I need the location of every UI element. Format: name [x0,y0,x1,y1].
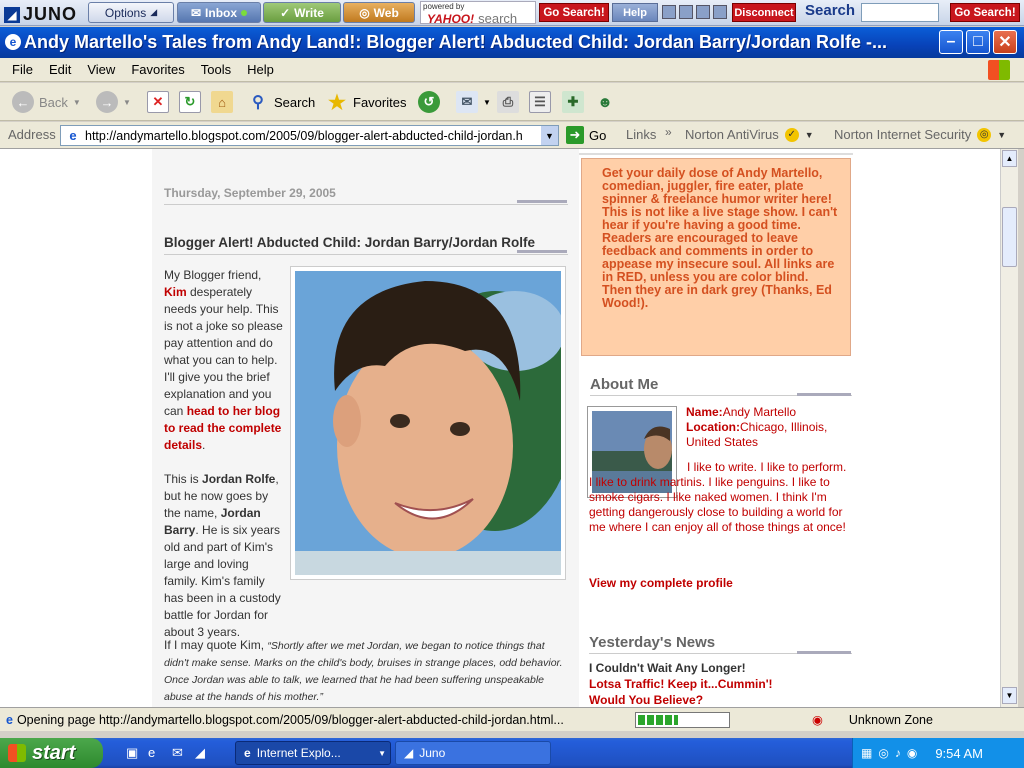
clock[interactable]: 9:54 AM [935,745,984,761]
discuss-icon: ✚ [562,91,584,113]
juno-logo-icon: ◢ [4,7,20,23]
forward-button[interactable] [96,89,131,115]
mail-button[interactable] [456,89,491,115]
promo-box: Get your daily dose of Andy Martello, comedian, juggler, fire eater, plate spinner & freelance humor writer here! This is not like a live stage show. I can't hear if you're having a good time. Readers are encouraged to leave feedback and comments in order to appease my insecure soul. All links are in RED, unless you are color blind. Then they are in dark grey (Thanks, Ed Wood!). [581,158,851,356]
history-button[interactable] [418,89,440,115]
start-button[interactable]: start [0,738,103,768]
back-arrow-icon: ← [12,91,34,113]
news-item[interactable]: Would You Believe? [589,693,704,707]
promo-top-rule [579,153,853,155]
title-rule [517,250,567,253]
vertical-scrollbar[interactable] [1000,149,1018,707]
web-button[interactable]: ◎ Web [343,2,415,23]
tray-network-icon[interactable]: ▦ [861,746,873,760]
search-label: Search [805,2,856,19]
tray-norton-icon[interactable]: ◎ [878,746,889,760]
news-item[interactable]: I Couldn't Wait Any Longer! [589,661,746,675]
ie-quicklaunch-icon[interactable]: e [148,745,156,760]
print-button[interactable] [497,89,519,115]
mail-icon: ✉ [456,91,478,113]
chevron-icon: ◢ [150,7,158,17]
stop-icon: ✕ [147,91,169,113]
jordan-photo [290,266,566,580]
edit-button[interactable] [529,89,551,115]
globe-icon: ◎ [359,5,370,20]
back-button[interactable]: ← Back ▼ [12,89,81,115]
home-icon: ⌂ [211,91,233,113]
refresh-button[interactable] [179,89,201,115]
forward-arrow-icon: → [96,91,118,113]
taskbar-juno-button[interactable]: ◢ Juno [395,741,551,765]
news-rule [797,651,851,654]
norton-antivirus-button[interactable]: Norton AntiVirus ✓ ▼ [685,127,814,142]
menu-tools[interactable]: Tools [200,62,232,77]
outlook-quicklaunch-icon[interactable]: ✉ [172,745,183,760]
dropdown-icon: ▼ [378,748,386,758]
juno-logo: ◢ JUNO [4,4,77,25]
news-item[interactable]: Lotsa Traffic! Keep it...Cummin'! [589,677,773,691]
go-button[interactable]: ➜ Go [566,126,606,144]
page-loading-icon: e [6,712,13,727]
news-list [589,660,773,707]
status-bar [0,707,1024,731]
norton-is-icon: ◎ [977,128,991,142]
links-label[interactable]: Links [626,127,657,142]
yesterdays-news-header: Yesterday's News [589,634,852,654]
status-dot-icon [241,10,247,16]
address-bar [0,122,1024,149]
menu-favorites[interactable]: Favorites [131,62,185,77]
pen-icon: ✓ [280,5,291,20]
minimize-button[interactable]: – [939,30,963,54]
address-input[interactable]: e http://andymartello.blogspot.com/2005/09/blogger-alert-abducted-child-jordan.h ▼ [60,125,559,146]
about-rule [797,393,851,396]
kim-link[interactable]: Kim [164,285,187,299]
about-me-header: About Me [590,376,852,396]
sidebar [579,149,855,707]
juno-toolbar [0,0,1024,26]
tray-volume-icon[interactable]: ♪ [894,746,901,760]
ie-icon: e [5,34,21,50]
status-text: Opening page http://andymartello.blogspot.com/2005/09/blogger-alert-abducted-child-jordan.html... [16,712,564,727]
windows-flag-icon [8,744,26,762]
menu-view[interactable]: View [87,62,116,77]
juno-quicklaunch-icon[interactable]: ◢ [195,745,205,760]
show-desktop-icon[interactable]: ▣ [126,745,139,760]
go-search-button[interactable]: Go Search! [539,3,609,22]
history-icon: ↺ [418,91,440,113]
page-viewport [0,149,1000,707]
scroll-down-icon[interactable]: ▼ [1002,687,1017,704]
date-rule [517,200,567,203]
magnifier-icon: ⚲ [252,94,264,111]
dropdown-icon: ▼ [804,129,814,140]
date-header: Thursday, September 29, 2005 [164,186,568,205]
profile-details: Name:Andy Martello Location:Chicago, Illinois, United States [686,405,828,449]
discuss-button[interactable] [562,89,584,115]
address-label: Address [8,127,56,142]
help-button[interactable]: Help [612,3,658,22]
dropdown-icon: ▼ [483,97,491,107]
yahoo-search-brand: powered by YAHOO! search [420,1,536,24]
menu-edit[interactable]: Edit [48,62,72,77]
view-profile-link[interactable]: View my complete profile [589,576,733,590]
progress-bar [635,712,730,728]
close-juno-icon[interactable] [713,5,727,19]
options-button[interactable]: Options ◢ [88,2,174,23]
menu-bar [0,58,1024,82]
post-paragraph-3: If I may quote Kim, “Shortly after we met Jordan, we began to notice things that didn't make sense. Marks on the child's body, bruises in strange places, odd behavior. Once Jordan was able to talk, we learned that he had been suffering unspeakable abuse at the hands of his mother.” [164,638,563,703]
messenger-button[interactable] [594,89,616,115]
go-arrow-icon: ➜ [566,126,584,144]
stop-button[interactable] [147,89,169,115]
settings-juno-icon[interactable] [696,5,710,19]
dropdown-icon: ▼ [72,97,81,107]
window-titlebar [0,27,1024,58]
dropdown-icon: ▼ [997,129,1007,140]
home-button[interactable] [211,89,233,115]
ie-task-icon: e [244,746,251,760]
disconnect-button[interactable]: Disconnect [732,3,796,22]
close-button[interactable]: ✕ [993,30,1017,54]
dropdown-icon: ▼ [123,97,131,107]
post-paragraph-2a: This is Jordan Rolfe, but he now goes by the name, Jordan Barry. He is six years old and part of Kim's large and loving family. Kim's family has been in a custody battle for Jordan for about 3 years. [164,472,281,639]
go-search-button-2[interactable]: Go Search! [950,3,1020,22]
norton-av-icon: ✓ [785,128,799,142]
inbox-button[interactable]: ✉ Inbox [177,2,261,23]
juno-task-icon: ◢ [404,746,414,760]
maximize-button[interactable]: □ [966,30,990,54]
minimize-juno-icon[interactable] [662,5,676,19]
kim-blog-link[interactable]: head to her blog to read the complete details [164,404,282,452]
envelope-icon: ✉ [190,5,202,20]
taskbar-ie-button[interactable]: e Internet Explo... ▼ [235,741,391,765]
page-icon: e [69,127,77,143]
edit-page-icon: ☰ [529,91,551,113]
menu-help[interactable]: Help [247,62,274,77]
bio-text: I like to write. I like to perform. I like to drink martinis. I like penguins. I like to smoke cigars. I like naked women. I think I'm getting dangerously close to building a world for me where I can enjoy all of those things at once! [589,460,847,534]
taskbar [0,738,1024,768]
post-paragraph-1: My Blogger friend, Kim desperately needs your help. This is not a joke so please pay attention and do what you can to help. I'll give you the brief explanation and you can head to her blog to read the complete details. [164,268,283,452]
star-icon: ★ [328,91,346,114]
search-button[interactable]: ⚲ Search [247,89,315,115]
restore-juno-icon[interactable] [679,5,693,19]
refresh-icon: ↻ [179,91,201,113]
juno-search-input[interactable] [861,3,939,22]
progress-fill [638,715,678,725]
windows-logo-icon [988,60,1010,80]
tray-security-icon[interactable]: ◉ [906,746,918,760]
privacy-icon[interactable]: ◉ [811,713,823,727]
printer-icon: ⎙ [497,91,519,113]
norton-internet-security-button[interactable]: Norton Internet Security ◎ ▼ [834,127,1007,142]
scroll-up-icon[interactable]: ▲ [1002,150,1017,167]
favorites-button[interactable]: ★ Favorites [326,89,406,115]
system-tray [852,738,1024,768]
address-dropdown-icon[interactable]: ▼ [541,126,558,145]
messenger-icon: ☻ [597,93,613,111]
window-title: Andy Martello's Tales from Andy Land!: Blogger Alert! Abducted Child: Jordan Barry/Jordan Rolfe -... [24,32,888,52]
scroll-thumb[interactable] [1002,207,1017,267]
post-column [152,149,579,707]
chevron-right-icon[interactable]: » [665,125,672,139]
post-title: Blogger Alert! Abducted Child: Jordan Barry/Jordan Rolfe [164,235,568,255]
zone-label: Unknown Zone [848,712,933,727]
menu-file[interactable]: File [12,62,33,77]
write-button[interactable]: ✓ Write [263,2,341,23]
boy-portrait-image [295,271,561,575]
standard-toolbar [0,83,1024,121]
